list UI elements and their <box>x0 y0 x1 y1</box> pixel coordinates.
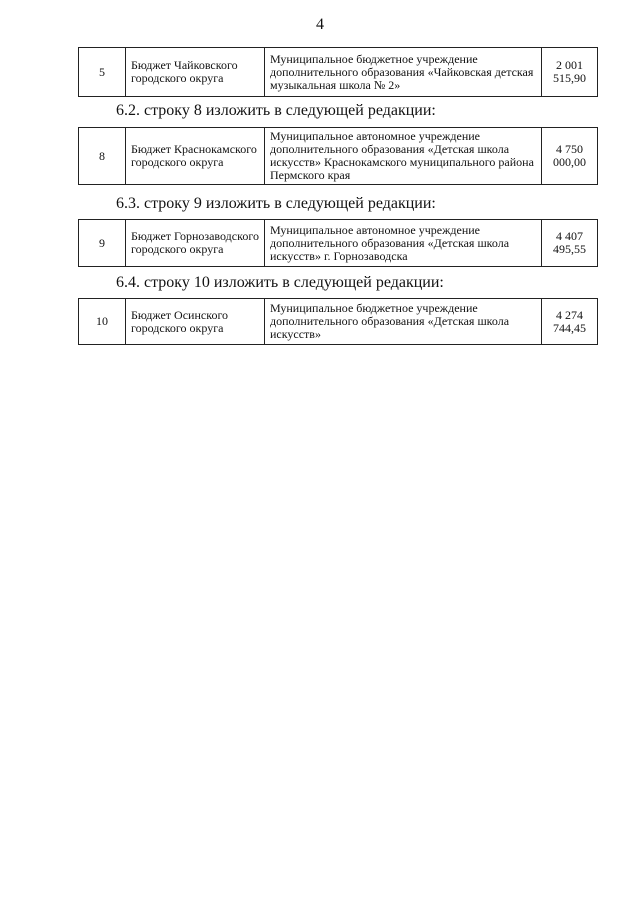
row-number: 9 <box>79 220 126 267</box>
amount-value: 2 001 515,90 <box>542 48 598 97</box>
institution-name: Муниципальное бюджетное учреждение дополнительного образования «Детская школа искусств» <box>265 299 542 345</box>
row-number: 10 <box>79 299 126 345</box>
institution-name: Муниципальное автономное учреждение дополнительного образования «Детская школа искусств» Краснокамского муниципального района Пермского края <box>265 128 542 185</box>
budget-name: Бюджет Краснокамского городского округа <box>126 128 265 185</box>
budget-name: Бюджет Осинского городского округа <box>126 299 265 345</box>
budget-name: Бюджет Горнозаводского городского округа <box>126 220 265 267</box>
amount-value: 4 407 495,55 <box>542 220 598 267</box>
page-number: 4 <box>316 16 324 33</box>
institution-name: Муниципальное бюджетное учреждение дополнительного образования «Чайковская детская музыкальная школа № 2» <box>265 48 542 97</box>
table-row-9 <box>78 219 598 267</box>
table-row-8 <box>78 127 598 185</box>
budget-name: Бюджет Чайковского городского округа <box>126 48 265 97</box>
row-number: 5 <box>79 48 126 97</box>
row-number: 8 <box>79 128 126 185</box>
table-row-10 <box>78 298 598 345</box>
section-heading-6-4: 6.4. строку 10 изложить в следующей редакции: <box>116 274 444 291</box>
section-heading-6-3: 6.3. строку 9 изложить в следующей редакции: <box>116 195 436 212</box>
amount-value: 4 750 000,00 <box>542 128 598 185</box>
amount-value: 4 274 744,45 <box>542 299 598 345</box>
institution-name: Муниципальное автономное учреждение дополнительного образования «Детская школа искусств» г. Горнозаводска <box>265 220 542 267</box>
section-heading-6-2: 6.2. строку 8 изложить в следующей редакции: <box>116 102 436 119</box>
table-row-5 <box>78 47 598 97</box>
